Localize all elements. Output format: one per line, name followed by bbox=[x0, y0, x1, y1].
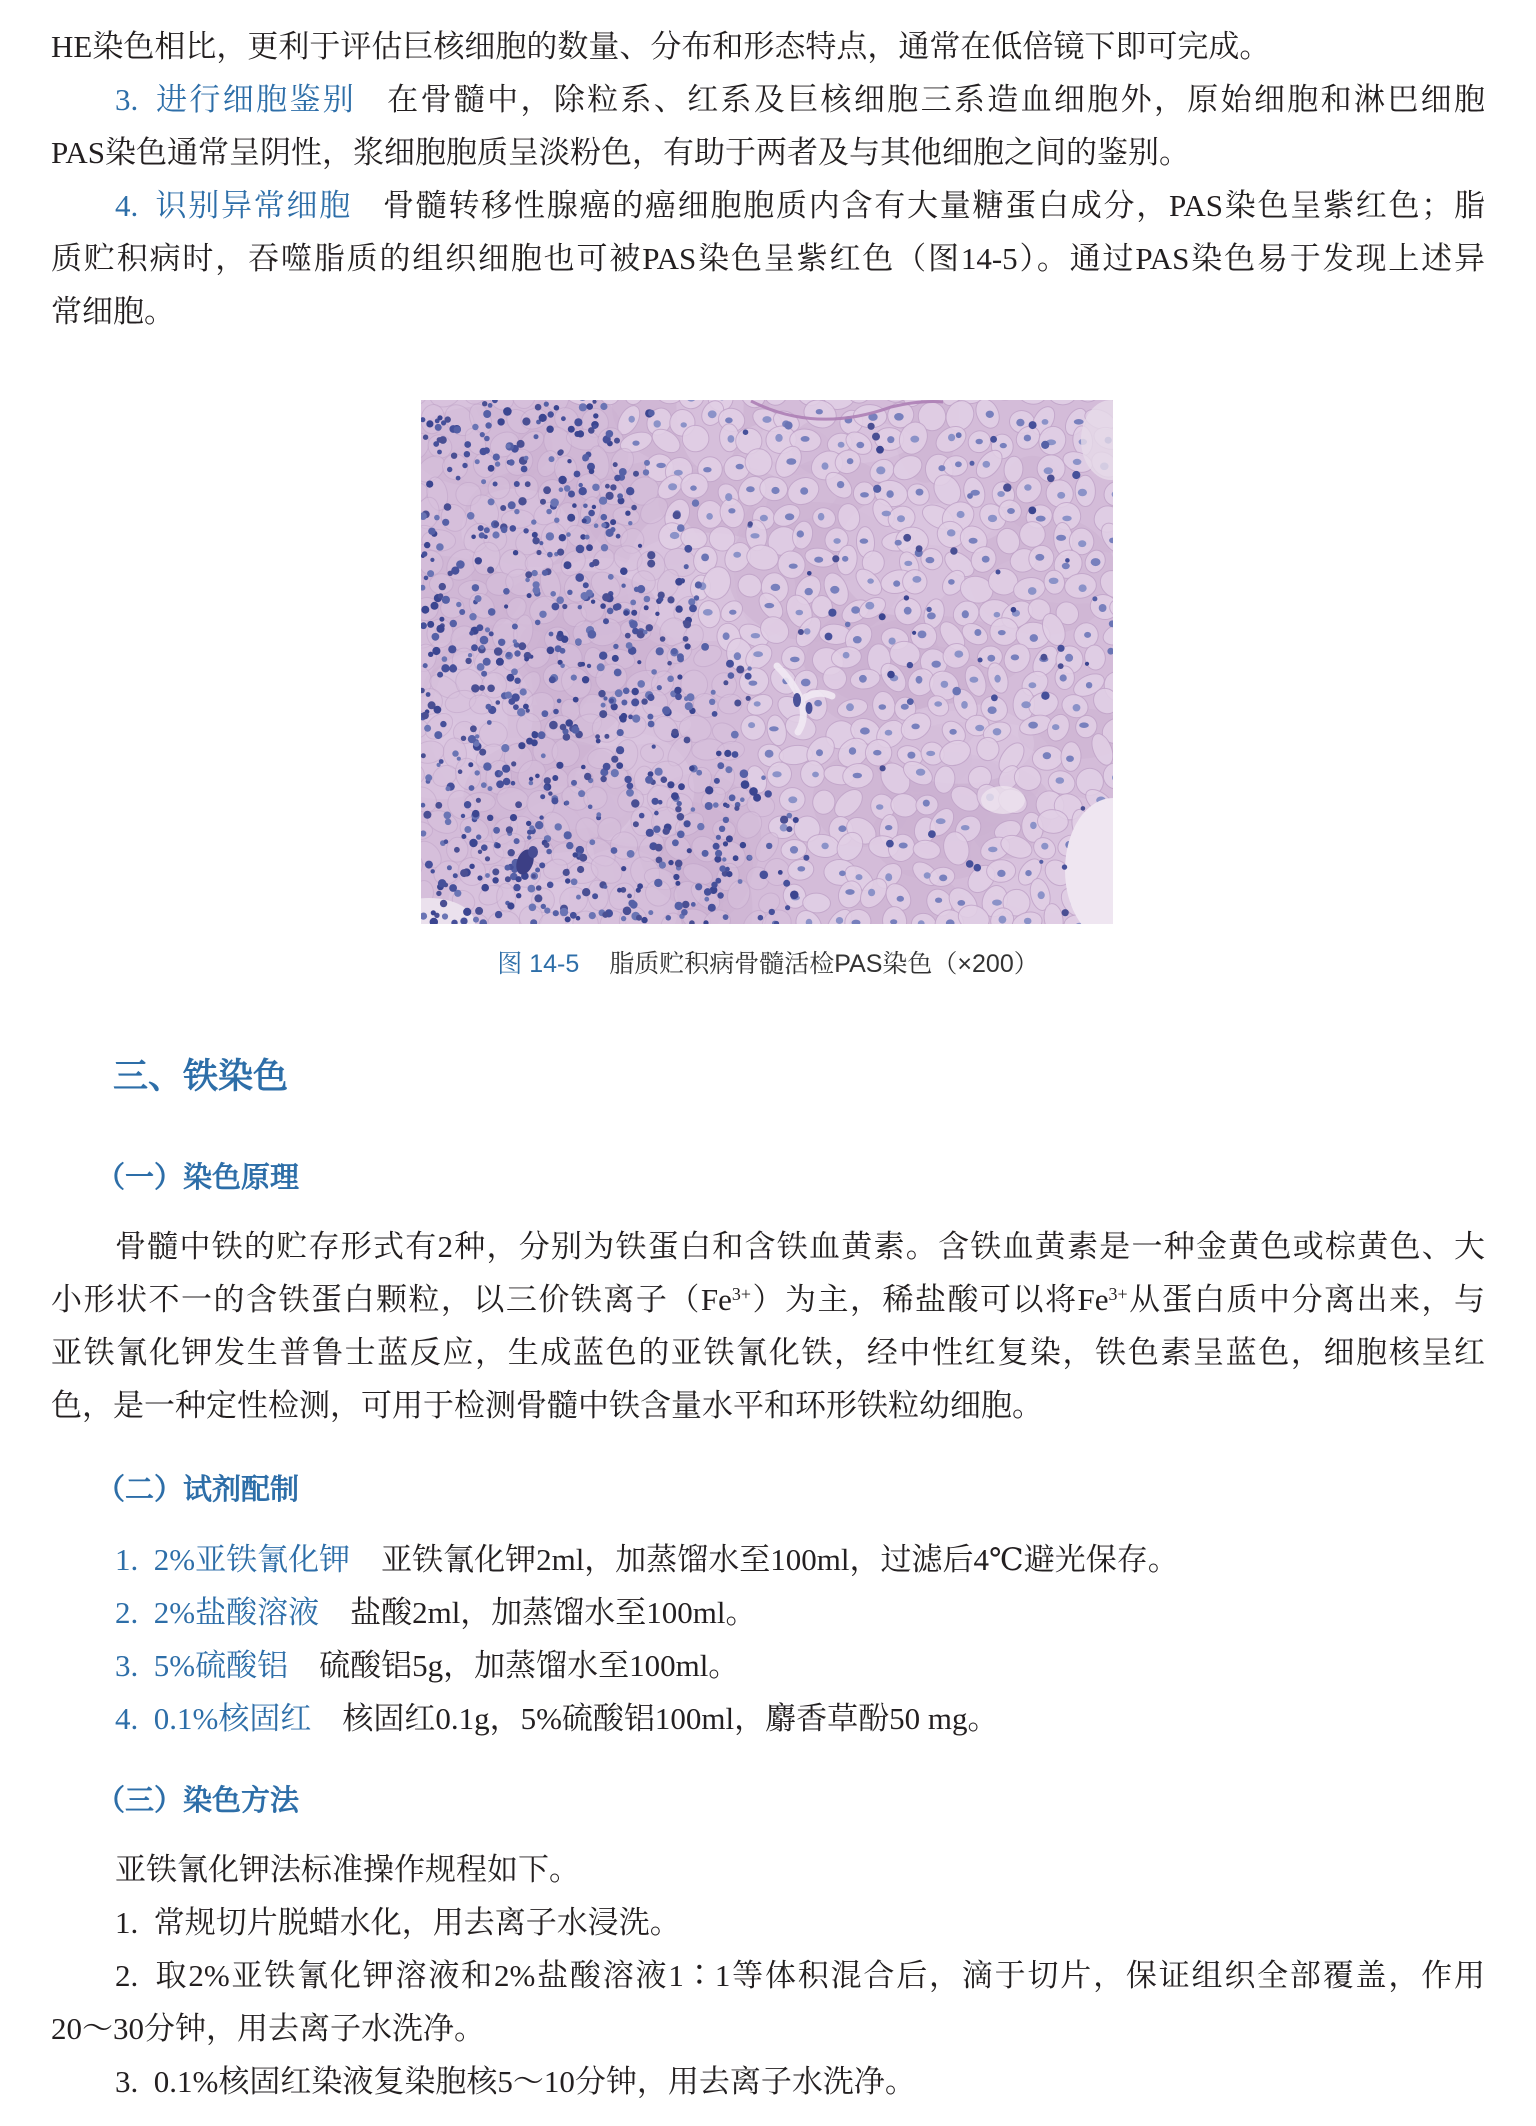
item-text: 核固红0.1g，5%硫酸铝100ml，麝香草酚50 mg。 bbox=[342, 1701, 999, 1736]
figure-caption bbox=[0, 944, 1536, 984]
text-segment: 小形状不一的含铁蛋白颗粒，以三价铁离子（ bbox=[51, 1282, 701, 1317]
item-text: 盐酸2ml，加蒸馏水至100ml。 bbox=[350, 1595, 757, 1630]
item-label: 0.1%核固红 bbox=[153, 1701, 312, 1736]
ion-charge: 3+ bbox=[1108, 1284, 1128, 1305]
step-number: 2. bbox=[115, 1958, 139, 1993]
list-item bbox=[51, 1586, 1485, 1639]
list-item bbox=[51, 1692, 1485, 1745]
item-text: 硫酸铝5g，加蒸馏水至100ml。 bbox=[319, 1648, 740, 1683]
item-number: 3. bbox=[115, 82, 139, 117]
chemical-symbol: Fe bbox=[700, 1282, 732, 1317]
item-number: 3. bbox=[115, 1648, 139, 1683]
step-number: 1. bbox=[115, 1905, 139, 1940]
item-number: 4. bbox=[115, 1701, 139, 1736]
item-number: 1. bbox=[115, 1542, 139, 1577]
text-segment: 从蛋白质中分离出来，与 bbox=[1127, 1282, 1486, 1317]
principle-paragraph bbox=[51, 1220, 1485, 1432]
step-number: 3. bbox=[115, 2064, 139, 2099]
figure-14-5 bbox=[421, 400, 1113, 924]
method-steps bbox=[51, 1843, 1485, 2108]
item-text: 亚铁氰化钾2ml，加蒸馏水至100ml，过滤后4℃避光保存。 bbox=[381, 1542, 1179, 1577]
item-label: 5%硫酸铝 bbox=[153, 1648, 289, 1683]
text-line: 亚铁氰化钾法标准操作规程如下。 bbox=[115, 1852, 580, 1887]
text-line: 骨髓中铁的贮存形式有2种，分别为铁蛋白和含铁血黄素。含铁血黄素是一种金黄色或棕黄色、大 bbox=[115, 1229, 1485, 1264]
text-line: HE染色相比，更利于评估巨核细胞的数量、分布和形态特点，通常在低倍镜下即可完成。 bbox=[51, 29, 1271, 64]
list-item-first-line bbox=[51, 179, 1485, 232]
subsection-heading-method: （三）染色方法 bbox=[96, 1785, 300, 1817]
item-label: 2%盐酸溶液 bbox=[153, 1595, 320, 1630]
figure-number: 图 14-5 bbox=[497, 950, 580, 978]
continued-text-block bbox=[51, 20, 1485, 338]
text-line bbox=[51, 1273, 1485, 1326]
ion-charge: 3+ bbox=[731, 1284, 752, 1305]
subsection-heading-principle: （一）染色原理 bbox=[96, 1162, 300, 1194]
item-number: 2. bbox=[115, 1595, 139, 1630]
step-item bbox=[51, 2055, 1485, 2108]
figure-caption-text: 脂质贮积病骨髓活检PAS染色（×200） bbox=[609, 950, 1039, 978]
text-line: 色，是一种定性检测，可用于检测骨髓中铁含量水平和环形铁粒幼细胞。 bbox=[51, 1388, 1043, 1423]
step-item bbox=[51, 1896, 1485, 1949]
step-text: 常规切片脱蜡水化，用去离子水浸洗。 bbox=[153, 1905, 681, 1940]
item-text: 在骨髓中，除粒系、红系及巨核细胞三系造血细胞外，原始细胞和淋巴细胞 bbox=[387, 82, 1486, 117]
item-number: 4. bbox=[115, 188, 139, 223]
subsection-heading-reagents: （二）试剂配制 bbox=[96, 1474, 300, 1506]
item-text: 骨髓转移性腺癌的癌细胞胞质内含有大量糖蛋白成分，PAS染色呈紫红色；脂 bbox=[383, 188, 1485, 223]
list-item-first-line bbox=[51, 73, 1485, 126]
step-item bbox=[51, 1949, 1485, 2002]
item-label: 2%亚铁氰化钾 bbox=[153, 1542, 351, 1577]
pas-stain-micrograph bbox=[421, 400, 1113, 924]
text-segment: ）为主，稀盐酸可以将 bbox=[751, 1282, 1078, 1317]
list-item bbox=[51, 1639, 1485, 1692]
reagent-list bbox=[51, 1533, 1485, 1745]
item-label: 识别异常细胞 bbox=[153, 188, 352, 223]
step-text: 取2%亚铁氰化钾溶液和2%盐酸溶液1∶1等体积混合后，滴于切片，保证组织全部覆盖，作用 bbox=[153, 1958, 1485, 1993]
text-line: 亚铁氰化钾发生普鲁士蓝反应，生成蓝色的亚铁氰化铁，经中性红复染，铁色素呈蓝色，细胞核呈红 bbox=[51, 1335, 1485, 1370]
text-line: 常细胞。 bbox=[51, 294, 175, 329]
item-label: 进行细胞鉴别 bbox=[153, 82, 357, 117]
text-line: 质贮积病时，吞噬脂质的组织细胞也可被PAS染色呈紫红色（图14-5）。通过PAS染色易于发现上述异 bbox=[51, 241, 1485, 276]
list-item bbox=[51, 1533, 1485, 1586]
text-line: 20～30分钟，用去离子水洗净。 bbox=[51, 2011, 485, 2046]
section-heading: 三、铁染色 bbox=[113, 1057, 289, 1096]
step-text: 0.1%核固红染液复染胞核5～10分钟，用去离子水洗净。 bbox=[153, 2064, 916, 2099]
chemical-symbol: Fe bbox=[1077, 1282, 1109, 1317]
text-line: PAS染色通常呈阴性，浆细胞胞质呈淡粉色，有助于两者及与其他细胞之间的鉴别。 bbox=[51, 135, 1191, 170]
